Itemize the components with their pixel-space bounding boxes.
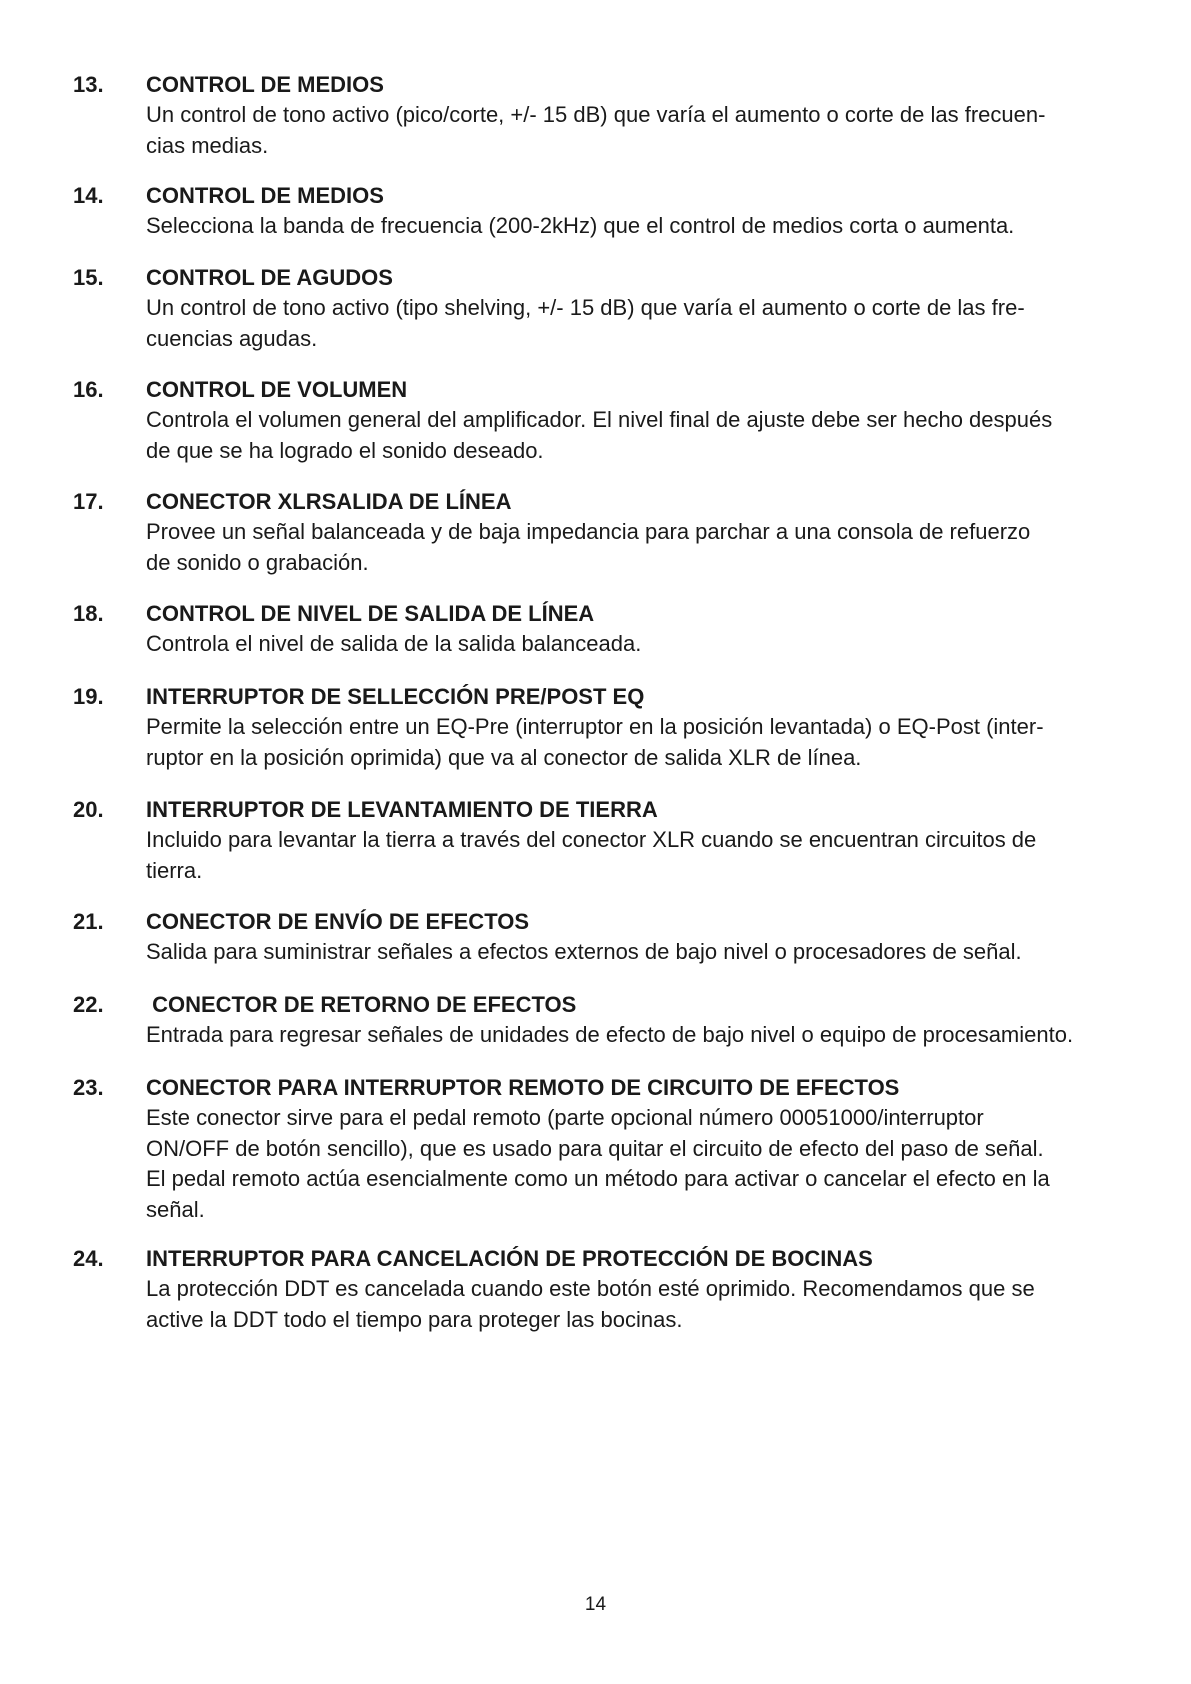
item-text-line: Controla el nivel de salida de la salida balanceada. <box>146 631 642 656</box>
item-heading: INTERRUPTOR DE SELLECCIÓN PRE/POST EQ <box>146 684 645 709</box>
item-heading: CONTROL DE VOLUMEN <box>146 377 408 402</box>
item-text-line: Selecciona la banda de frecuencia (200-2kHz) que el control de medios corta o aumenta. <box>146 213 1015 238</box>
item-content <box>146 181 1146 242</box>
item-text-line: de que se ha logrado el sonido deseado. <box>146 437 544 463</box>
item-content <box>146 795 1146 886</box>
item-text-line: active la DDT todo el tiempo para proteger las bocinas. <box>146 1306 683 1332</box>
item-number: 18. <box>73 601 104 626</box>
item-text-line: Un control de tono activo (pico/corte, +/- 15 dB) que varía el aumento o corte de las frecuen- <box>146 102 1046 127</box>
item-text-line: de sonido o grabación. <box>146 549 369 575</box>
item-text-line: cias medias. <box>146 132 269 158</box>
item-text-line: cuencias agudas. <box>146 325 318 351</box>
item-number: 22. <box>73 992 104 1017</box>
item-number: 15. <box>73 265 104 290</box>
item-text-line: El pedal remoto actúa esencialmente como un método para activar o cancelar el efecto en la <box>146 1166 1050 1191</box>
item-text-line: señal. <box>146 1196 205 1222</box>
item-number: 21. <box>73 909 104 934</box>
item-heading: CONTROL DE MEDIOS <box>146 183 384 208</box>
item-text-line: ON/OFF de botón sencillo), que es usado para quitar el circuito de efecto del paso de señal. <box>146 1135 1044 1161</box>
item-heading: CONTROL DE AGUDOS <box>146 265 393 290</box>
item-heading: CONECTOR XLRSALIDA DE LÍNEA <box>146 489 512 514</box>
item-content <box>146 375 1146 466</box>
item-number: 14. <box>73 183 104 208</box>
item-heading: CONECTOR DE RETORNO DE EFECTOS <box>146 992 577 1017</box>
item-number: 20. <box>73 797 104 822</box>
item-number: 16. <box>73 377 104 402</box>
item-text-line: Un control de tono activo (tipo shelving, +/- 15 dB) que varía el aumento o corte de las fre- <box>146 295 1025 320</box>
item-text-line: Entrada para regresar señales de unidades de efecto de bajo nivel o equipo de procesamiento. <box>146 1022 1074 1047</box>
item-text-line: La protección DDT es cancelada cuando este botón esté oprimido. Recomendamos que se <box>146 1276 1035 1301</box>
item-text-line: Salida para suministrar señales a efectos externos de bajo nivel o procesadores de señal. <box>146 939 1022 964</box>
item-number: 13. <box>73 72 104 97</box>
item-number: 17. <box>73 489 104 514</box>
item-content <box>146 1073 1146 1225</box>
item-number: 23. <box>73 1075 104 1100</box>
item-content <box>146 990 1146 1051</box>
item-content <box>146 599 1146 660</box>
item-text-line: Permite la selección entre un EQ-Pre (interruptor en la posición levantada) o EQ-Post (inter- <box>146 714 1044 739</box>
item-content <box>146 682 1146 773</box>
item-text-line: tierra. <box>146 857 203 883</box>
item-content <box>146 70 1146 161</box>
item-heading: CONTROL DE NIVEL DE SALIDA DE LÍNEA <box>146 601 595 626</box>
item-heading: CONTROL DE MEDIOS <box>146 72 384 97</box>
item-content <box>146 263 1146 354</box>
item-number: 24. <box>73 1246 104 1271</box>
item-heading: CONECTOR DE ENVÍO DE EFECTOS <box>146 909 530 934</box>
item-content <box>146 907 1146 968</box>
item-heading: INTERRUPTOR PARA CANCELACIÓN DE PROTECCIÓN DE BOCINAS <box>146 1246 873 1271</box>
item-number: 19. <box>73 684 104 709</box>
page-number: 14 <box>584 1594 607 1615</box>
item-text-line: Incluido para levantar la tierra a través del conector XLR cuando se encuentran circuitos de <box>146 827 1037 852</box>
item-heading: INTERRUPTOR DE LEVANTAMIENTO DE TIERRA <box>146 797 658 822</box>
item-text-line: Controla el volumen general del amplificador. El nivel final de ajuste debe ser hecho después <box>146 407 1053 432</box>
item-heading: CONECTOR PARA INTERRUPTOR REMOTO DE CIRCUITO DE EFECTOS <box>146 1075 900 1100</box>
item-content <box>146 1244 1146 1335</box>
item-text-line: Este conector sirve para el pedal remoto (parte opcional número 00051000/interruptor <box>146 1105 984 1130</box>
item-text-line: ruptor en la posición oprimida) que va al conector de salida XLR de línea. <box>146 744 862 770</box>
item-text-line: Provee un señal balanceada y de baja impedancia para parchar a una consola de refuerzo <box>146 519 1031 544</box>
item-content <box>146 487 1146 578</box>
